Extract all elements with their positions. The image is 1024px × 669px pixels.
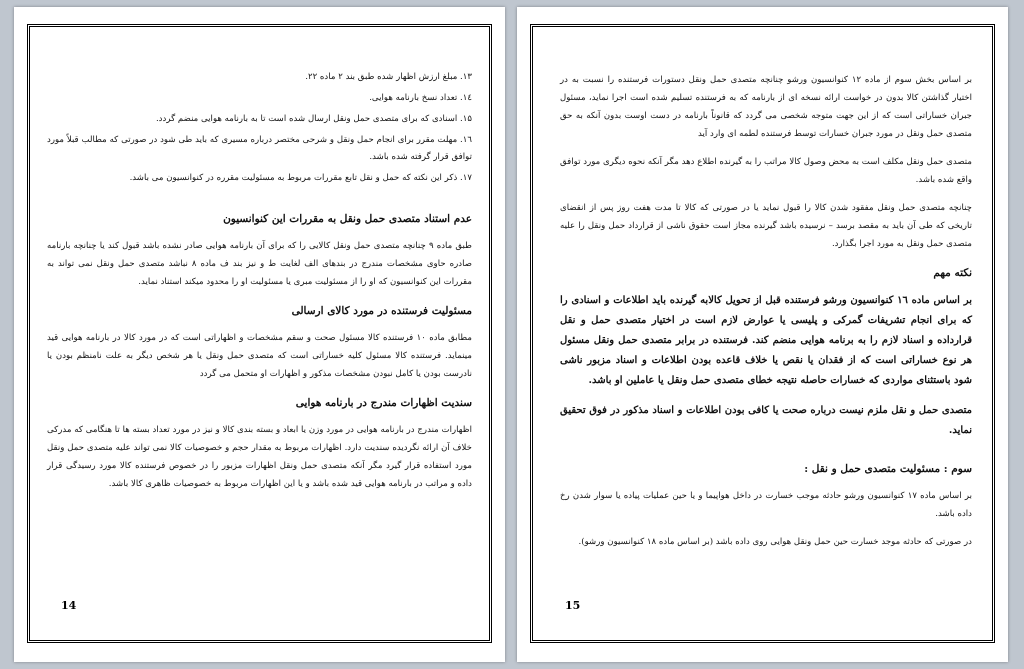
paragraph: در صورتی که حادثه موجد خسارت حین حمل ونقل هوایی روی داده باشد (بر اساس ماده ۱۸ کنوانسیون ورشو). — [578, 537, 972, 547]
paragraph: متصدی حمل ونقل مکلف است به محض وصول کالا مراتب را به گیرنده اطلاع دهد مگر آنکه نحوه دیگری مورد توافق واقع شده باشد. — [560, 157, 972, 185]
bold-paragraph: بر اساس ماده ۱٦ کنوانسیون ورشو فرستنده قبل از تحویل کالابه گیرنده باید اطلاعات و اسنادی را که برای انجام تشریفات گمرکی و پلیسی یا عوارض لازم است در اختیار متصدی حمل و نقل قرارداده و اسناد لازم را به برنامه هوایی منضم کند. فرستنده در برابر متصدی حمل ونقل مسئول هر نوع خساراتی است که از فقدان یا نقص یا خلاف قاعده بودن اطلاعات و اسناد مزبور ناشی شود باستثنای مواردی که خسارات حاصله نتیجه خطای متصدی حمل ونقل یا عاملین او باشد. — [560, 295, 972, 386]
list-item: ۱۳. مبلغ ارزش اظهار شده طبق بند ۲ ماده ۲۲. — [305, 72, 472, 82]
page-14 — [14, 7, 505, 662]
page-number: 15 — [565, 599, 581, 612]
section-heading: عدم استناد متصدی حمل ونقل به مقررات این کنوانسیون — [223, 213, 472, 225]
page-number: 14 — [61, 599, 77, 612]
section-heading: سوم : مسئولیت متصدی حمل و نقل : — [804, 463, 972, 475]
section-heading: نکته مهم — [933, 267, 972, 279]
section-heading: سندیت اظهارات مندرج در بارنامه هوایی — [295, 397, 472, 409]
list-item: ۱۵. اسنادی که برای متصدی حمل ونقل ارسال شده است تا به بارنامه هوایی منضم گردد. — [155, 114, 472, 124]
list-item: ۱٦. مهلت مقرر برای انجام حمل ونقل و شرحی مختصر درباره مسیری که باید طی شود در صورتی که مطالب قبلاً مورد توافق قرار گرفته شده باشد. — [47, 135, 472, 162]
paragraph: مطابق ماده ۱۰ فرستنده کالا مسئول صحت و سقم مشخصات و اظهاراتی است که در مورد کالا در بارنامه هوایی قید مینماید. فرستنده کالا مسئول کلیه خساراتی است که متصدی حمل ونقل یا هر شخص دیگر به علت نامنظم بودن یا نادرست بودن یا کامل نبودن مشخصات مذکور و اظهارات او متحمل می گردد — [47, 333, 472, 379]
paragraph: طبق ماده ۹ چنانچه متصدی حمل ونقل کالایی را که برای آن بارنامه هوایی صادر نشده باشد قبول کند یا چنانچه بارنامه صادره حاوی مشخصات مندرج در بندهای الف لغایت ط و نیز بند ف ماده ۸ نباشد متصدی حمل ونقل نمی تواند به مقررات این کنوانسیون که او را از مسئولیت مبری یا مسئولیت او را محدود میکند استناد نماید. — [47, 241, 472, 287]
page-15 — [517, 7, 1008, 662]
bold-paragraph: متصدی حمل و نقل ملزم نیست درباره صحت یا کافی بودن اطلاعات و اسناد مذکور در فوق تحقیق نماید. — [560, 405, 972, 436]
paragraph: بر اساس بخش سوم از ماده ۱۲ کنوانسیون ورشو چنانچه متصدی حمل ونقل دستورات فرستنده را نسبت به در اختیار گذاشتن کالا بدون در خواست ارائه نسخه ای از بارنامه که به فرستنده تسلیم شده است اجرا نماید، مسئول جبران خساراتی است که از این جهت متوجه شخصی می گردد که قانوناً بارنامه در دست اوست بدون آنکه به حق متصدی حمل ونقل در مورد جبران خسارات توسط فرستنده لطمه ای وارد آید — [560, 75, 972, 139]
paragraph: اظهارات مندرج در بارنامه هوایی در مورد وزن یا ابعاد و بسته بندی کالا و نیز در مورد تعداد بسته ها تا هنگامی که مدرکی خلاف آن ارائه نگردیده سندیت دارد. اظهارات مربوط به مقدار حجم و خصوصیات کالا نمی تواند علیه متصدی حمل ونقل مورد استفاده قرار گیرد مگر آنکه متصدی حمل ونقل اظهارات مزبور را در خصوص فرستنده کالا مورد رسیدگی قرار داده و مراتب در بارنامه هوایی قید شده باشد و یا این اظهارات مربوط به خصوصیات ظاهری کالا باشد. — [47, 425, 472, 489]
page-15-content — [560, 71, 972, 561]
paragraph: چنانچه متصدی حمل ونقل مفقود شدن کالا را قبول نماید یا در صورتی که کالا تا مدت هفت روز پس از انقضای تاریخی که طی آن باید به مقصد برسد – نرسیده باشد گیرنده مجاز است حقوق ناشی از قرارداد حمل ونقل را علیه متصدی حمل ونقل به مورد اجرا بگذارد. — [560, 203, 972, 249]
paragraph: بر اساس ماده ۱۷ کنوانسیون ورشو حادثه موجب خسارت در داخل هواپیما و یا حین عملیات پیاده یا سوار شدن رخ داده باشد. — [560, 491, 972, 519]
page-14-content — [47, 69, 472, 503]
section-heading: مسئولیت فرستنده در مورد کالای ارسالی — [291, 305, 472, 317]
list-item: ۱۷. ذکر این نکته که حمل و نقل تابع مقررات مربوط به مسئولیت مقرره در کنوانسیون می باشد. — [129, 173, 472, 183]
list-item: ۱٤. تعداد نسخ بارنامه هوایی. — [369, 93, 472, 103]
